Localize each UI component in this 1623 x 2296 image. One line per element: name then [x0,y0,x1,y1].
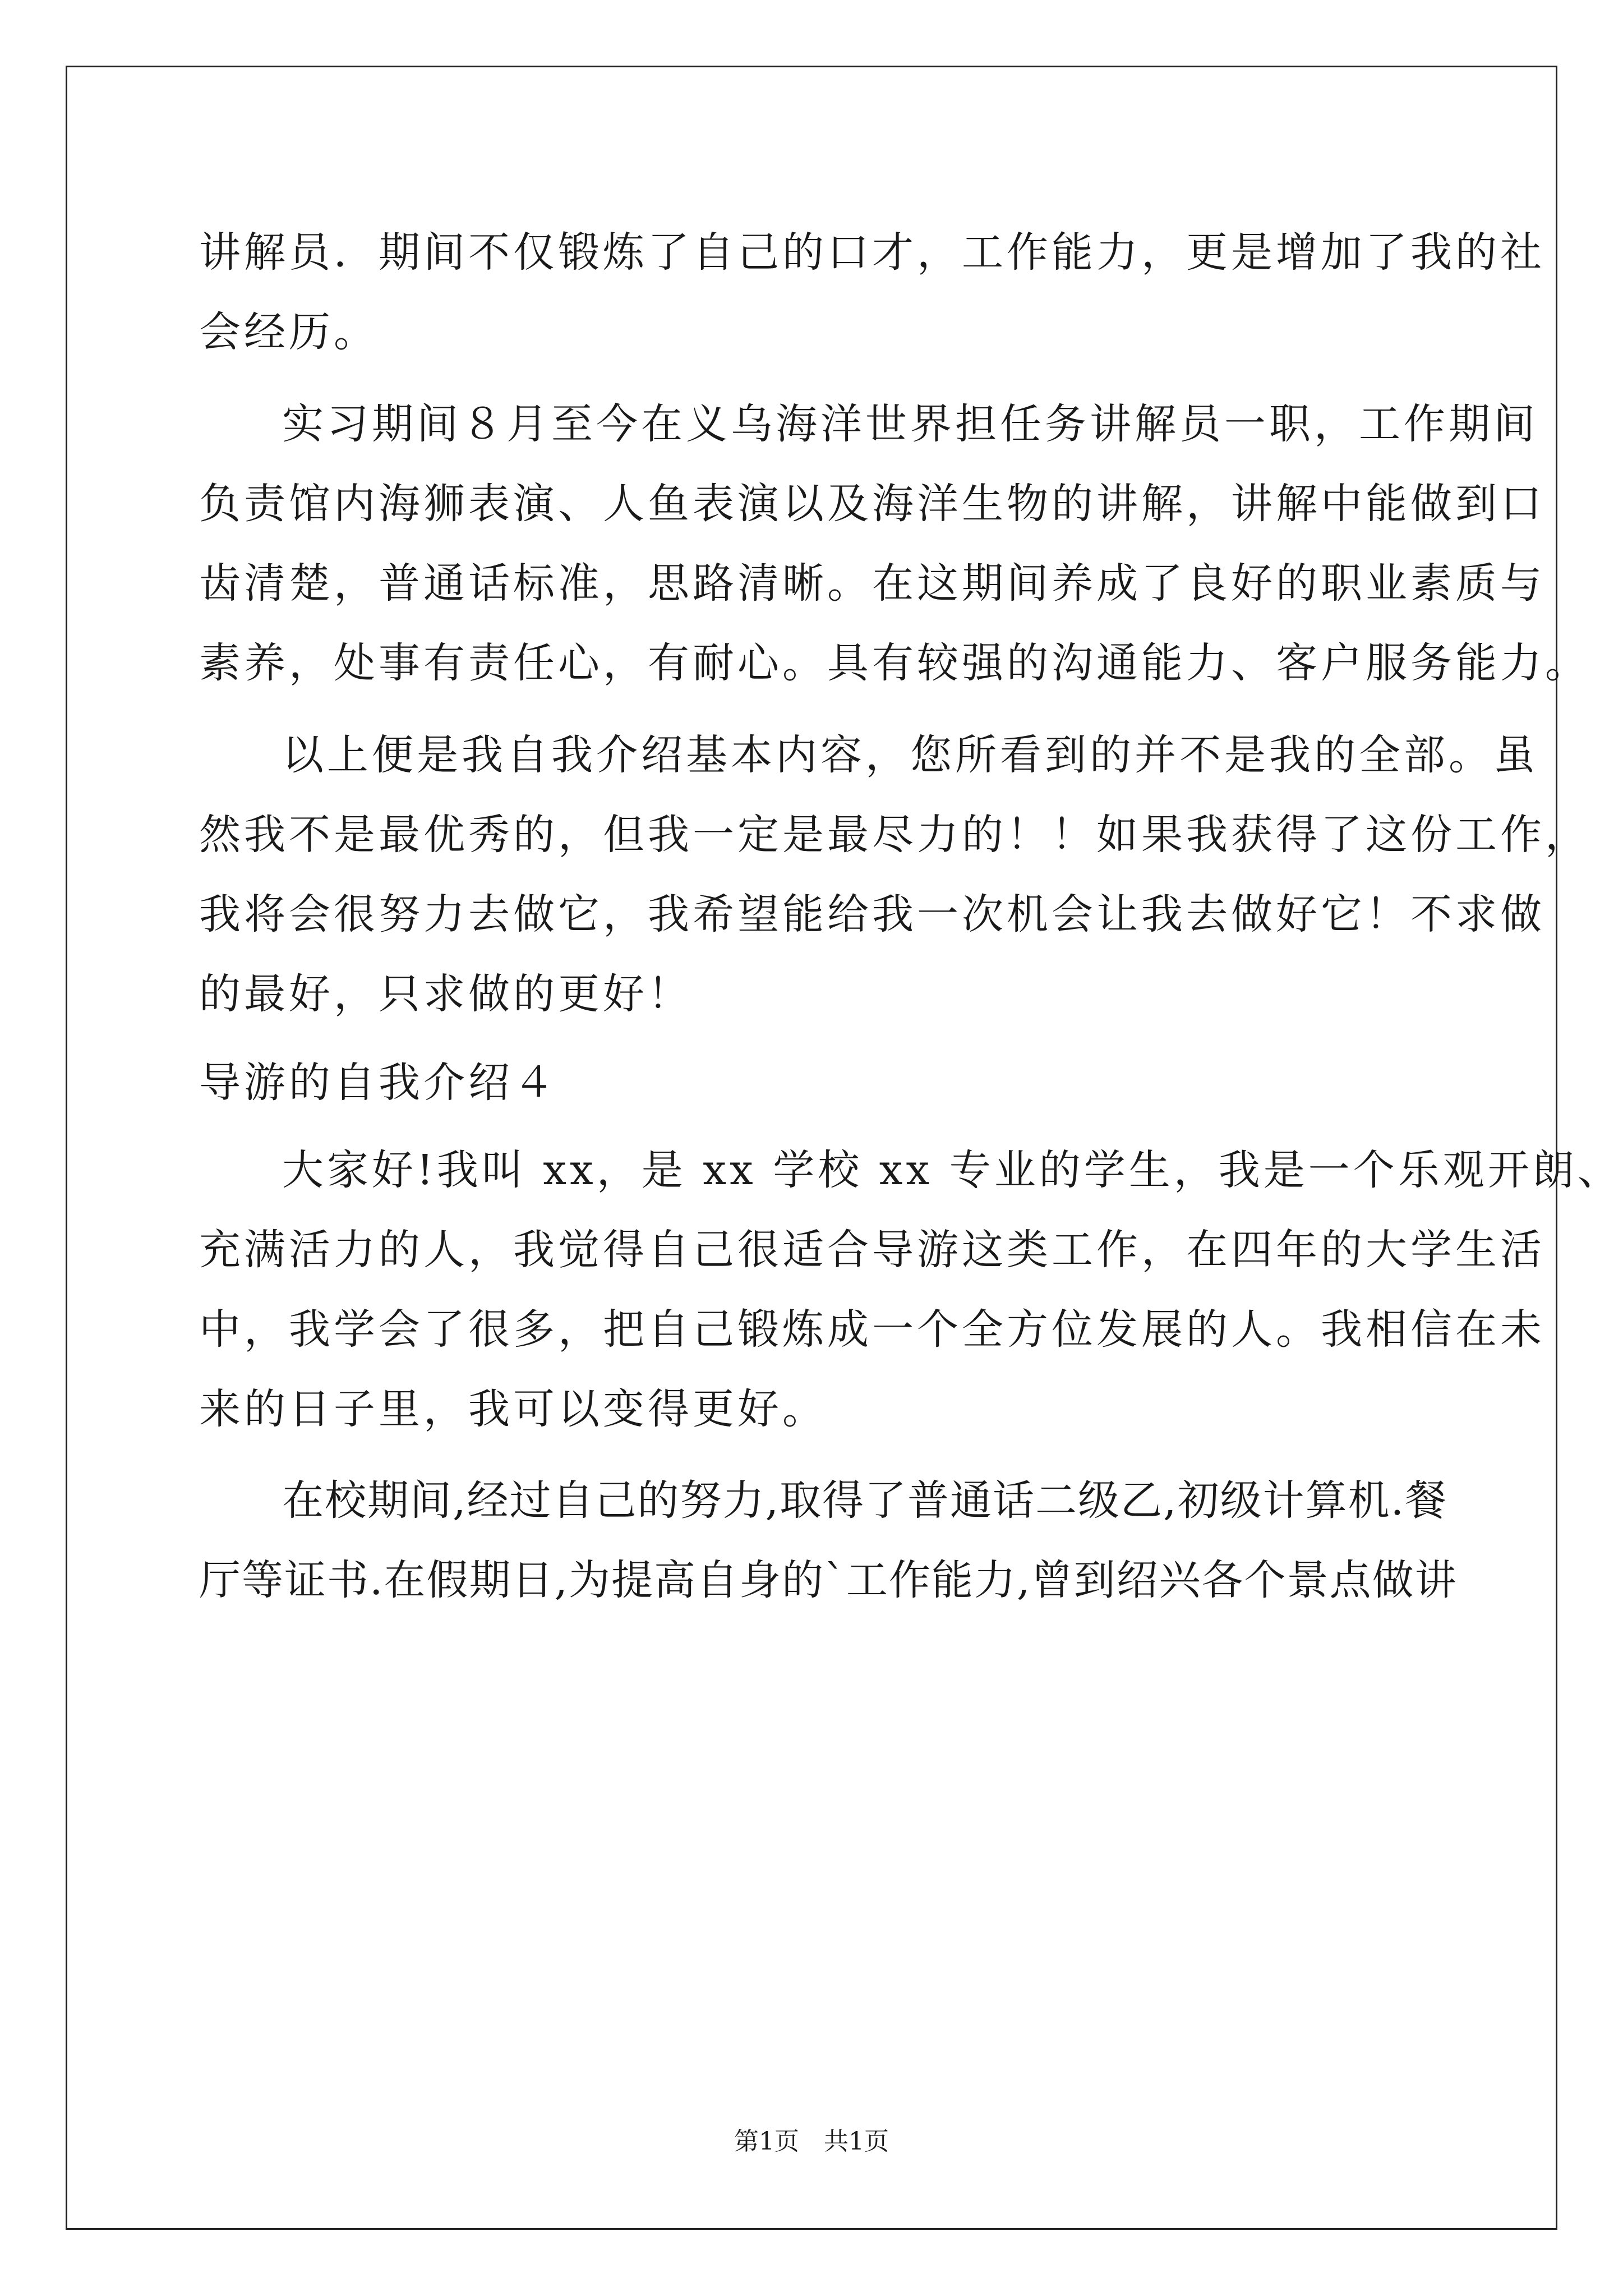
section-heading: 导游的自我介绍４ [199,1059,558,1107]
text-line: 中，我学会了很多，把自己锻炼成一个全方位发展的人。我相信在未 [199,1305,1545,1354]
page-footer: 第1页 共1页 [734,2127,889,2156]
text-line: 的最好，只求做的更好！ [199,970,693,1018]
text-line: 会经历。 [199,308,379,356]
text-line: 讲解员．期间不仅锻炼了自己的口才，工作能力，更是增加了我的社 [199,228,1545,277]
text-line: 充满活力的人，我觉得自己很适合导游这类工作，在四年的大学生活 [199,1226,1545,1274]
text-line: 厅等证书.在假期日,为提高自身的`工作能力,曾到绍兴各个景点做讲 [199,1556,1458,1604]
text-line: 大家好!我叫 xx，是 xx 学校 xx 专业的学生，我是一个乐观开朗、 [282,1146,1622,1194]
text-line: 以上便是我自我介绍基本内容，您所看到的并不是我的全部。虽 [282,731,1538,779]
text-line: 实习期间８月至今在义乌海洋世界担任务讲解员一职，工作期间 [282,400,1538,448]
text-line: 素养，处事有责任心，有耐心。具有较强的沟通能力、客户服务能力。 [199,639,1590,687]
text-line: 在校期间,经过自己的努力,取得了普通话二级乙,初级计算机.餐 [282,1476,1448,1525]
text-line: 齿清楚，普通话标准，思路清晰。在这期间养成了良好的职业素质与 [199,559,1545,608]
text-line: 我将会很努力去做它，我希望能给我一次机会让我去做好它！不求做 [199,890,1545,938]
text-line: 负责馆内海狮表演、人鱼表演以及海洋生物的讲解，讲解中能做到口 [199,480,1545,528]
text-line: 然我不是最优秀的，但我一定是最尽力的！！如果我获得了这份工作， [199,811,1590,859]
text-line: 来的日子里，我可以变得更好。 [199,1385,827,1433]
